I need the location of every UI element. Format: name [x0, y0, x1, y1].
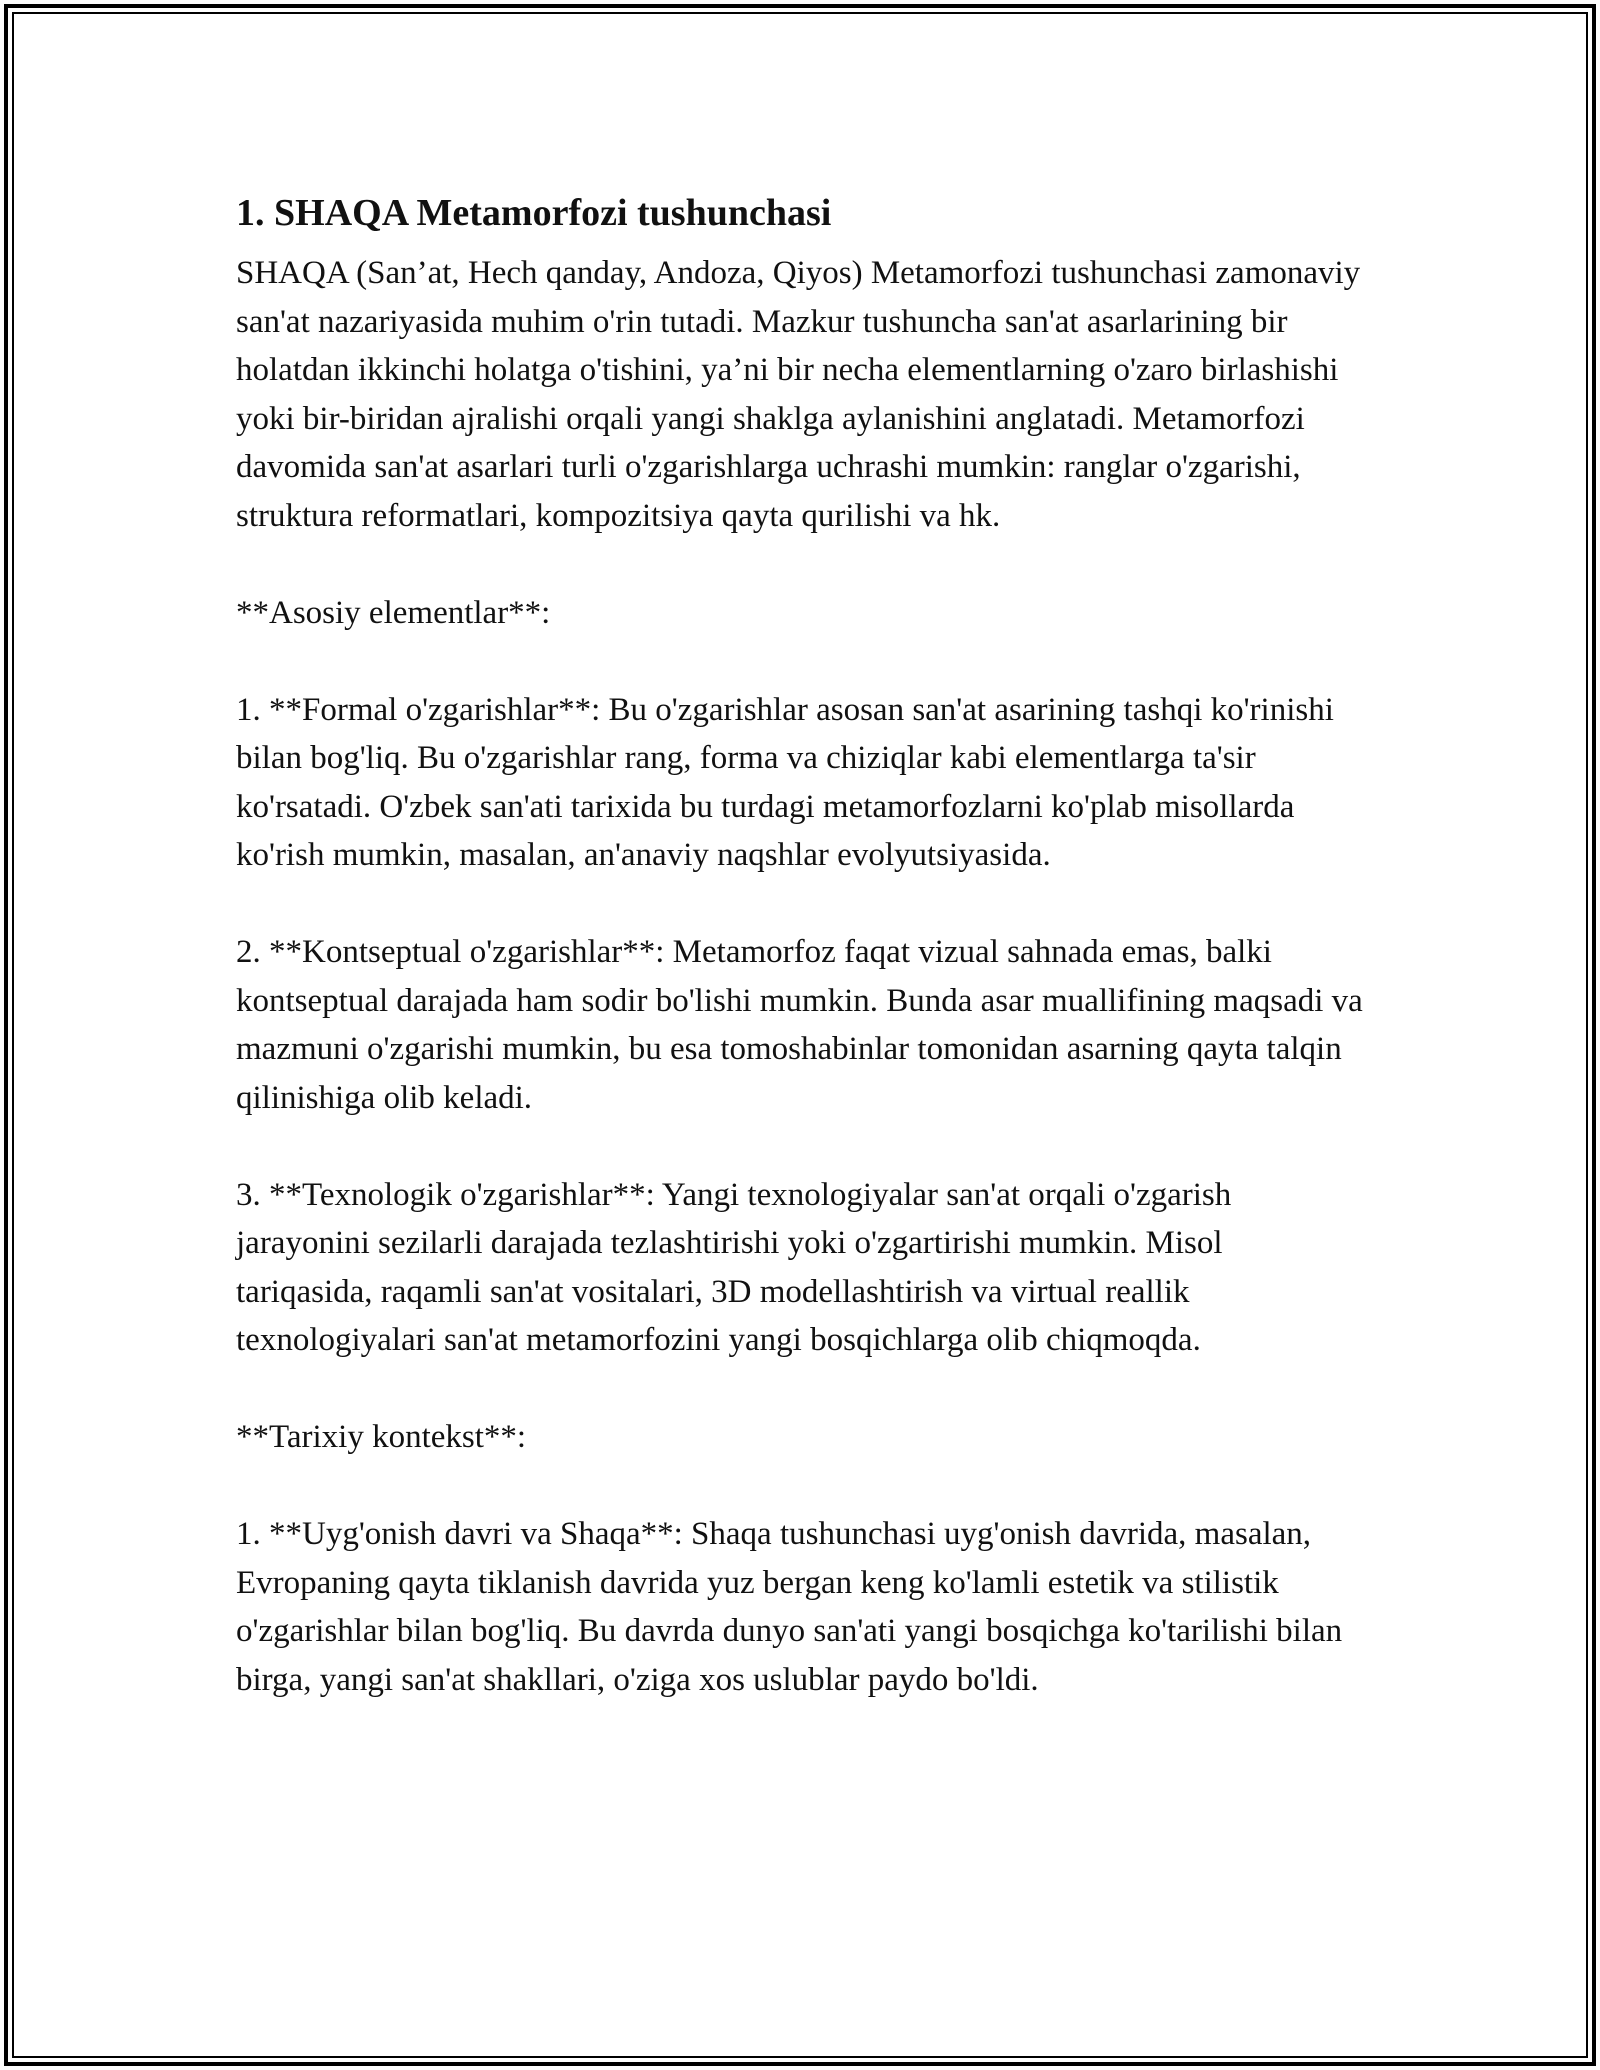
list-item-conceptual-changes: 2. **Kontseptual o'zgarishlar**: Metamorfoz faqat vizual sahnada emas, balki kontseptual darajada ham sodir bo'lishi mumkin. Bunda asar muallifining maqsadi va mazmuni o'zgarishi mumkin, bu esa tomoshabinlar tomonidan asarning qayta talqin qilinishiga olib keladi. [236, 934, 1363, 1116]
list-item-renaissance: 1. **Uyg'onish davri va Shaqa**: Shaqa tushunchasi uyg'onish davrida, masalan, Evropaning qayta tiklanish davrida yuz bergan keng ko'lamli estetik va stilistik o'zgarishlar bilan bog'liq. Bu davrda dunyo san'ati yangi bosqichga ko'tarilishi bilan birga, yangi san'at shakllari, o'ziga xos uslublar paydo bo'ldi. [236, 1516, 1343, 1698]
document-body [236, 187, 1366, 1753]
section-heading-historical-context: **Tarixiy kontekst**: [236, 1419, 527, 1455]
document-title: 1. SHAQA Metamorfozi tushunchasi [236, 192, 832, 234]
list-item-technological-changes: 3. **Texnologik o'zgarishlar**: Yangi texnologiyalar san'at orqali o'zgarish jarayonini sezilarli darajada tezlashtirishi yoki o'zgartirishi mumkin. Misol tariqasida, raqamli san'at vositalari, 3D modellashtirish va virtual reallik texnologiyalari san'at metamorfozini yangi bosqichlarga olib chiqmoqda. [236, 1176, 1232, 1358]
paragraph-intro: SHAQA (San’at, Hech qanday, Andoza, Qiyos) Metamorfozi tushunchasi zamonaviy san'at nazariyasida muhim o'rin tutadi. Mazkur tushuncha san'at asarlarining bir holatdan ikkinchi holatga o'tishini, ya’ni bir necha elementlarning o'zaro birlashishi yoki bir-biridan ajralishi orqali yangi shaklga aylanishini anglatadi. Metamorfozi davomida san'at asarlari turli o'zgarishlarga uchrashi mumkin: ranglar o'zgarishi, struktura reformatlari, kompozitsiya qayta qurilishi va hk. [236, 255, 1361, 534]
section-heading-main-elements: **Asosiy elementlar**: [236, 594, 551, 631]
list-item-formal-changes: 1. **Formal o'zgarishlar**: Bu o'zgarishlar asosan san'at asarining tashqi ko'rinishi bilan bog'liq. Bu o'zgarishlar rang, forma va chiziqlar kabi elementlarga ta'sir ko'rsatadi. O'zbek san'ati tarixida bu turdagi metamorfozlarni ko'plab misollarda ko'rish mumkin, masalan, an'anaviy naqshlar evolyutsiyasida. [236, 691, 1334, 873]
